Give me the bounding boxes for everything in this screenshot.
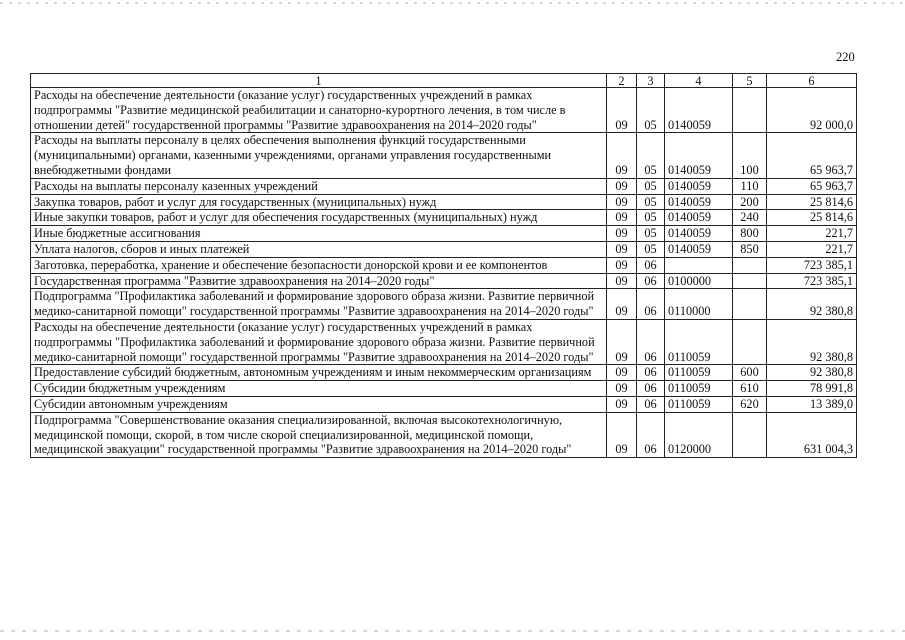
row-name: Иные закупки товаров, работ и услуг для обеспечения государственных (муниципальных) нужд (31, 210, 607, 226)
row-section: 09 (607, 289, 637, 320)
column-header-subsection: 3 (637, 74, 665, 88)
row-expense-type: 620 (733, 396, 767, 412)
row-amount: 221,7 (767, 241, 857, 257)
table-row (31, 88, 857, 133)
row-target-code: 0140059 (665, 133, 733, 178)
row-target-code: 0110059 (665, 396, 733, 412)
table-row (31, 241, 857, 257)
row-subsection: 06 (637, 289, 665, 320)
row-target-code: 0110059 (665, 319, 733, 364)
row-expense-type (733, 88, 767, 133)
row-subsection: 06 (637, 273, 665, 289)
row-target-code: 0140059 (665, 194, 733, 210)
row-amount: 221,7 (767, 226, 857, 242)
column-header-name: 1 (31, 74, 607, 88)
row-target-code: 0120000 (665, 412, 733, 457)
row-expense-type: 110 (733, 178, 767, 194)
row-subsection: 06 (637, 257, 665, 273)
row-section: 09 (607, 194, 637, 210)
row-subsection: 06 (637, 365, 665, 381)
column-header-section: 2 (607, 74, 637, 88)
row-section: 09 (607, 319, 637, 364)
row-expense-type: 240 (733, 210, 767, 226)
page-number: 220 (836, 50, 855, 64)
table-body (31, 88, 857, 458)
table-row (31, 365, 857, 381)
row-section: 09 (607, 257, 637, 273)
row-expense-type (733, 257, 767, 273)
row-amount: 65 963,7 (767, 133, 857, 178)
row-amount: 92 380,8 (767, 365, 857, 381)
row-amount: 92 380,8 (767, 289, 857, 320)
row-section: 09 (607, 412, 637, 457)
row-target-code: 0110059 (665, 365, 733, 381)
row-subsection: 06 (637, 396, 665, 412)
row-target-code: 0110000 (665, 289, 733, 320)
row-expense-type: 200 (733, 194, 767, 210)
table-row (31, 194, 857, 210)
row-subsection: 06 (637, 381, 665, 397)
row-name: Заготовка, переработка, хранение и обеспечение безопасности донорской крови и ее компонентов (31, 257, 607, 273)
row-expense-type (733, 289, 767, 320)
row-section: 09 (607, 241, 637, 257)
table-row (31, 210, 857, 226)
row-amount: 723 385,1 (767, 273, 857, 289)
row-name: Предоставление субсидий бюджетным, автономным учреждениям и иным некоммерческим организациям (31, 365, 607, 381)
row-amount: 92 000,0 (767, 88, 857, 133)
row-amount: 723 385,1 (767, 257, 857, 273)
row-section: 09 (607, 396, 637, 412)
row-section: 09 (607, 178, 637, 194)
row-section: 09 (607, 226, 637, 242)
column-header-amount: 6 (767, 74, 857, 88)
table-row (31, 226, 857, 242)
table-row (31, 381, 857, 397)
row-name: Расходы на обеспечение деятельности (оказание услуг) государственных учреждений в рамках подпрограммы "Профилактика заболеваний и формирование здорового образа жизни. Развитие первичной медико-санитарной помощи" государственной программы "Развитие здравоохранения на 2014–2020 годы" (31, 319, 607, 364)
row-section: 09 (607, 133, 637, 178)
scan-artifact-bottom (0, 630, 905, 632)
table-row (31, 412, 857, 457)
row-target-code: 0100000 (665, 273, 733, 289)
row-expense-type (733, 412, 767, 457)
table-row (31, 273, 857, 289)
row-amount: 92 380,8 (767, 319, 857, 364)
row-target-code: 0140059 (665, 88, 733, 133)
row-section: 09 (607, 365, 637, 381)
table-row (31, 133, 857, 178)
budget-table (30, 73, 857, 458)
row-subsection: 05 (637, 88, 665, 133)
row-expense-type (733, 273, 767, 289)
column-header-expense-type: 5 (733, 74, 767, 88)
row-expense-type: 850 (733, 241, 767, 257)
row-name: Субсидии автономным учреждениям (31, 396, 607, 412)
row-name: Подпрограмма "Совершенствование оказания специализированной, включая высокотехнологичную, медицинской помощи, скорой, в том числе скорой специализированной, медицинской помощи, медицинской эвакуации" государственной программы "Развитие здравоохранения на 2014–2020 годы" (31, 412, 607, 457)
row-target-code: 0140059 (665, 241, 733, 257)
row-expense-type: 600 (733, 365, 767, 381)
row-amount: 65 963,7 (767, 178, 857, 194)
row-amount: 25 814,6 (767, 210, 857, 226)
row-amount: 25 814,6 (767, 194, 857, 210)
row-subsection: 05 (637, 133, 665, 178)
row-section: 09 (607, 381, 637, 397)
row-amount: 631 004,3 (767, 412, 857, 457)
row-name: Закупка товаров, работ и услуг для государственных (муниципальных) нужд (31, 194, 607, 210)
row-amount: 78 991,8 (767, 381, 857, 397)
scan-artifact-top (0, 2, 905, 4)
row-expense-type: 610 (733, 381, 767, 397)
row-name: Расходы на выплаты персоналу в целях обеспечения выполнения функций государственными (муниципальными) органами, казенными учреждениями, органами управления государственными внебюджетными фондами (31, 133, 607, 178)
row-expense-type: 800 (733, 226, 767, 242)
row-name: Расходы на обеспечение деятельности (оказание услуг) государственных учреждений в рамках подпрограммы "Развитие медицинской реабилитации и санаторно-курортного лечения, в том числе в отношении детей" государственной программы "Развитие здравоохранения на 2014–2020 годы" (31, 88, 607, 133)
table-row (31, 257, 857, 273)
row-name: Государственная программа "Развитие здравоохранения на 2014–2020 годы" (31, 273, 607, 289)
row-amount: 13 389,0 (767, 396, 857, 412)
row-name: Субсидии бюджетным учреждениям (31, 381, 607, 397)
row-section: 09 (607, 88, 637, 133)
row-subsection: 06 (637, 412, 665, 457)
row-subsection: 05 (637, 226, 665, 242)
row-subsection: 05 (637, 178, 665, 194)
table-row (31, 396, 857, 412)
row-section: 09 (607, 210, 637, 226)
header-row (31, 74, 857, 88)
row-name: Уплата налогов, сборов и иных платежей (31, 241, 607, 257)
row-target-code: 0110059 (665, 381, 733, 397)
row-expense-type: 100 (733, 133, 767, 178)
row-subsection: 05 (637, 210, 665, 226)
table-row (31, 178, 857, 194)
row-section: 09 (607, 273, 637, 289)
row-subsection: 05 (637, 241, 665, 257)
table-row (31, 289, 857, 320)
row-subsection: 06 (637, 319, 665, 364)
row-target-code: 0140059 (665, 210, 733, 226)
row-target-code (665, 257, 733, 273)
row-subsection: 05 (637, 194, 665, 210)
row-name: Иные бюджетные ассигнования (31, 226, 607, 242)
table-row (31, 319, 857, 364)
row-name: Расходы на выплаты персоналу казенных учреждений (31, 178, 607, 194)
row-target-code: 0140059 (665, 178, 733, 194)
row-name: Подпрограмма "Профилактика заболеваний и формирование здорового образа жизни. Развитие первичной медико-санитарной помощи" государственной программы "Развитие здравоохранения на 2014–2020 годы" (31, 289, 607, 320)
row-target-code: 0140059 (665, 226, 733, 242)
column-header-target: 4 (665, 74, 733, 88)
row-expense-type (733, 319, 767, 364)
